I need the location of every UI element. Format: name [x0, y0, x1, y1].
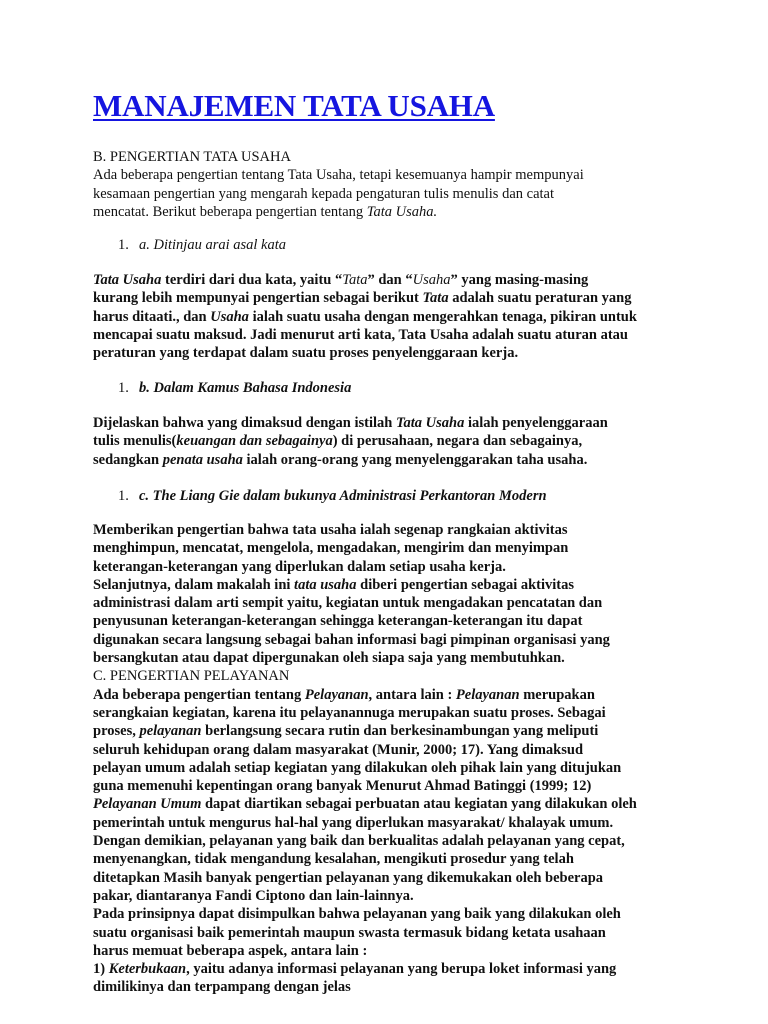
text-line: Memberikan pengertian bahwa tata usaha ialah segenap rangkaian aktivitas [93, 522, 568, 538]
text-line: tulis menulis(keuangan dan sebagainya) di perusahaan, negara dan sebagainya, [93, 433, 583, 450]
list-label: b. Dalam Kamus Bahasa Indonesia [139, 380, 352, 396]
text-line: Pada prinsipnya dapat disimpulkan bahwa pelayanan yang baik yang dilakukan oleh [93, 906, 621, 923]
list-item-c [118, 487, 547, 505]
text-line: Ada beberapa pengertian tentang Pelayanan, antara lain : Pelayanan merupakan [93, 686, 595, 703]
text-line: pemerintah untuk mengurus hal-hal yang diperlukan masyarakat/ khalayak umum. [93, 814, 614, 831]
text-line: menyenangkan, tidak mengandung kesalahan, mengikuti prosedur yang telah [93, 851, 574, 868]
text-line: Dengan demikian, pelayanan yang baik dan berkualitas adalah pelayanan yang cepat, [93, 833, 625, 850]
text-line: pelayan umum adalah setiap kegiatan yang dilakukan oleh pihak lain yang ditujukan [93, 759, 622, 776]
text-line: ditetapkan Masih banyak pengertian pelayanan yang dikemukakan oleh beberapa [93, 869, 604, 886]
text-line: sedangkan penata usaha ialah orang-orang yang menyelenggarakan taha usaha. [93, 451, 588, 468]
paragraph-c [93, 521, 693, 997]
list-number: 1. [118, 237, 129, 253]
text-line: harus ditaati., dan Usaha ialah suatu usaha dengan mengerahkan tenaga, pikiran untuk [93, 308, 637, 325]
text-line: Tata Usaha terdiri dari dua kata, yaitu “Tata” dan “Usaha” yang masing-masing [93, 272, 589, 288]
text-line: Pelayanan Umum dapat diartikan sebagai perbuatan atau kegiatan yang dilakukan oleh [93, 796, 637, 813]
text-line: mencatat. Berikut beberapa pengertian tentang Tata Usaha. [93, 203, 438, 220]
list-item-a [118, 236, 286, 254]
list-label: c. The Liang Gie dalam bukunya Administrasi Perkantoran Modern [139, 488, 547, 504]
text-line: bersangkutan atau dapat dipergunakan oleh siapa saja yang membutuhkan. [93, 650, 565, 667]
text-line: serangkaian kegiatan, karena itu pelayanannuga merupakan suatu proses. Sebagai [93, 704, 606, 721]
list-number: 1. [118, 488, 129, 504]
text-line: Ada beberapa pengertian tentang Tata Usaha, tetapi kesemuanya hampir mempunyai [93, 167, 584, 184]
text-line: 1) Keterbukaan, yaitu adanya informasi pelayanan yang berupa loket informasi yang [93, 961, 617, 978]
text-line: Dijelaskan bahwa yang dimaksud dengan istilah Tata Usaha ialah penyelenggaraan [93, 415, 608, 431]
section-b-intro [93, 148, 693, 221]
text-line: seluruh kehidupan orang dalam masyarakat (Munir, 2000; 17). Yang dimaksud [93, 741, 584, 758]
list-item-b [118, 379, 351, 397]
text-line: peraturan yang terdapat dalam suatu proses penyelenggaraan kerja. [93, 345, 519, 362]
text-line: kurang lebih mempunyai pengertian sebagai berikut Tata adalah suatu peraturan yang [93, 290, 632, 307]
list-label: a. Ditinjau arai asal kata [139, 237, 287, 253]
text-line: mencapai suatu maksud. Jadi menurut arti kata, Tata Usaha adalah suatu aturan atau [93, 326, 628, 343]
paragraph-a [93, 271, 693, 362]
text-line: penyusunan keterangan-keterangan sehingga keterangan-keterangan itu dapat [93, 613, 583, 630]
text-line: harus memuat beberapa aspek, antara lain : [93, 942, 368, 959]
text-line: keterangan-keterangan yang diperlukan dalam setiap usaha kerja. [93, 558, 506, 575]
text-line: kesamaan pengertian yang mengarah kepada pengaturan tulis menulis dan catat [93, 185, 554, 202]
text-line: guna memenuhi kepentingan orang banyak Menurut Ahmad Batinggi (1999; 12) [93, 778, 592, 795]
text-line: administrasi dalam arti sempit yaitu, kegiatan untuk mengadakan pencatatan dan [93, 595, 603, 612]
text-line: menghimpun, mencatat, mengelola, mengadakan, mengirim dan menyimpan [93, 540, 569, 557]
text-line: digunakan secara langsung sebagai bahan informasi bagi pimpinan organisasi yang [93, 631, 610, 648]
paragraph-b [93, 414, 693, 469]
section-b-heading: B. PENGERTIAN TATA USAHA [93, 149, 291, 165]
document-title: MANAJEMEN TATA USAHA [93, 88, 495, 123]
section-c-heading: C. PENGERTIAN PELAYANAN [93, 668, 290, 685]
text-line: Selanjutnya, dalam makalah ini tata usaha diberi pengertian sebagai aktivitas [93, 576, 575, 593]
text-line: suatu organisasi baik pemerintah maupun swasta termasuk bidang ketata usahaan [93, 924, 606, 941]
text-line: pakar, diantaranya Fandi Ciptono dan lain-lainnya. [93, 887, 414, 904]
text-line: proses, pelayanan berlangsung secara rutin dan berkesinambungan yang meliputi [93, 723, 599, 740]
text-line: dimilikinya dan terpampang dengan jelas [93, 979, 351, 996]
list-number: 1. [118, 380, 129, 396]
